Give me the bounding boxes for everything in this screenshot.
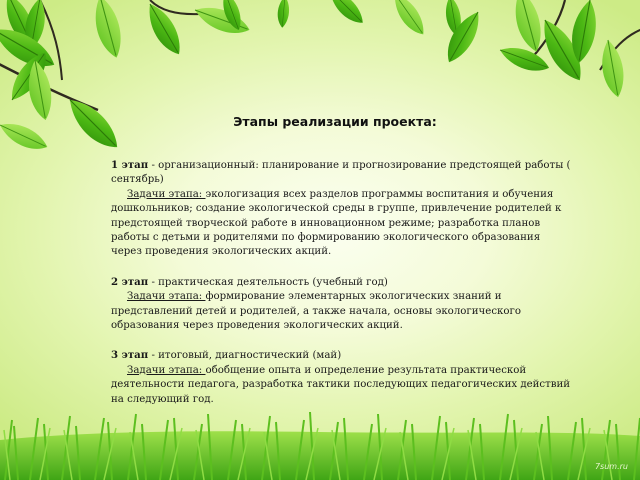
tasks-label: Задачи этапа:: [127, 188, 206, 200]
stage-label: 2 этап: [111, 275, 149, 288]
tasks-label: Задачи этапа:: [127, 291, 206, 303]
tasks-text: обобщение опыта и определение результата практической деятельности педагога, разработка тактики последующих педагогических действий на следующий год.: [111, 364, 571, 405]
stage-label: 3 этап: [111, 349, 149, 362]
stage-description: - организационный: планирование и прогнозирование предстоящей работы ( сентябрь): [111, 160, 571, 186]
stage-description: - итоговый, диагностический (май): [148, 350, 342, 362]
watermark: 7sum.ru: [594, 462, 628, 471]
grass-decoration: [0, 412, 640, 480]
stage-description: - практическая деятельность (учебный год): [148, 276, 388, 288]
tasks-text: формирование элементарных экологических знаний и представлений детей и родителей, а также начала, основы экологического образования через проведения экологических акций.: [111, 291, 521, 332]
tasks-text: экологизация всех разделов программы воспитания и обучения дошкольников; создание экологической среды в группе, привлечение родителей к предстоящей творческой работе в инновационном режиме; разработка планов работы с детьми и родителями по формированию экологического образования через проведения экологических акций.: [111, 188, 562, 258]
stage-3: [111, 348, 571, 407]
stage-2: [111, 275, 571, 334]
tasks-label: Задачи этапа:: [127, 364, 206, 376]
stage-1: [111, 158, 571, 260]
stage-label: 1 этап: [111, 159, 149, 171]
stages-content: [111, 158, 571, 422]
page-title: Этапы реализации проекта:: [233, 114, 437, 129]
